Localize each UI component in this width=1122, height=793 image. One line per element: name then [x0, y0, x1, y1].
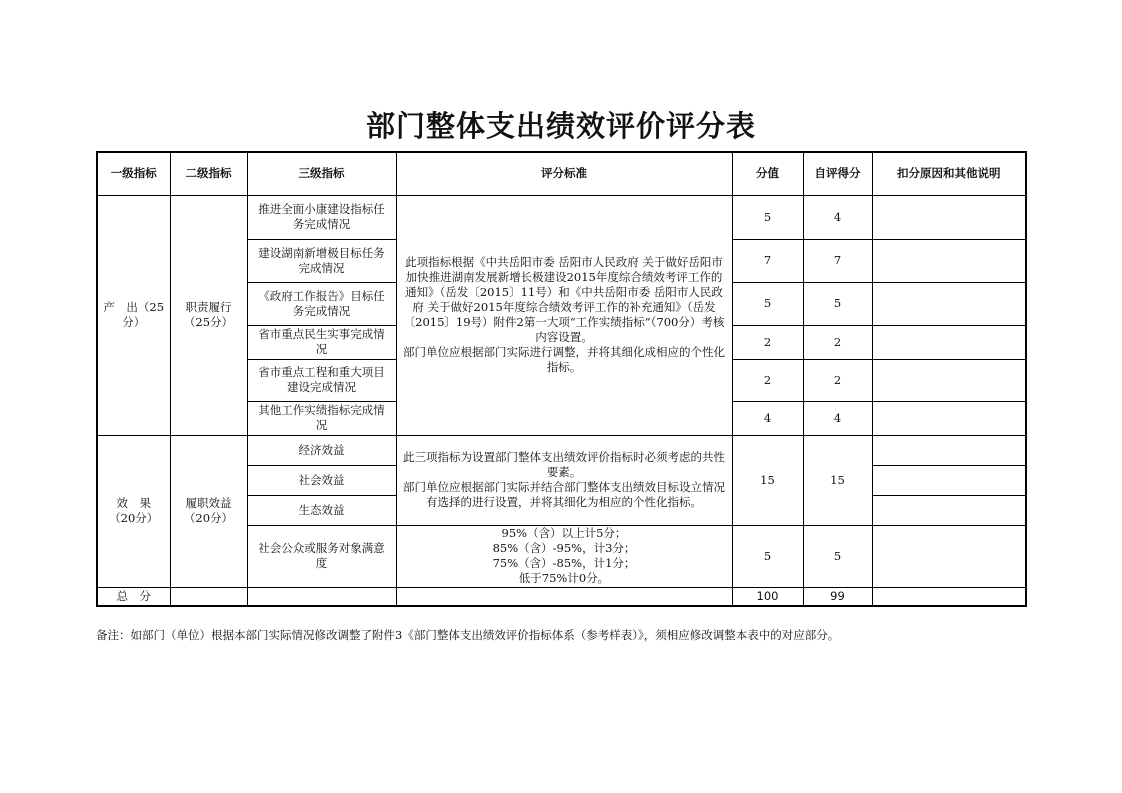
- total-label: 总 分: [97, 587, 170, 606]
- footnote: 备注：如部门（单位）根据本部门实际情况修改调整了附件3《部门整体支出绩效评价指标体系（参考样表）》，须相应修改调整本表中的对应部分。: [96, 628, 840, 642]
- score-cell: 5: [732, 195, 803, 239]
- remarks-cell: [872, 435, 1026, 465]
- score-cell: 2: [732, 325, 803, 359]
- self-score-cell: 2: [803, 359, 872, 401]
- header-level3: 三级指标: [247, 152, 396, 195]
- effect-standard-cell: 此三项指标为设置部门整体支出绩效评价指标时必须考虑的共性要素。 部门单位应根据部门实际并结合部门整体支出绩效目标设立情况有选择的进行设置，并将其细化为相应的个性化指标。: [396, 435, 732, 525]
- self-score-cell: 7: [803, 239, 872, 282]
- self-score-cell: 5: [803, 525, 872, 587]
- level3-cell: 《政府工作报告》目标任 务完成情况: [247, 282, 396, 325]
- satisfaction-standard-cell: 95%（含）以上计5分； 85%（含）-95%，计3分； 75%（含）-85%，计1分； 低于75%计0分。: [396, 525, 732, 587]
- page-title: 部门整体支出绩效评价评分表: [365, 109, 756, 143]
- remarks-cell: [872, 195, 1026, 239]
- header-remarks: 扣分原因和其他说明: [872, 152, 1026, 195]
- self-score-cell: 4: [803, 401, 872, 435]
- header-level2: 二级指标: [170, 152, 247, 195]
- header-self-score: 自评得分: [803, 152, 872, 195]
- remarks-cell: [872, 401, 1026, 435]
- self-score-cell: 15: [803, 435, 872, 525]
- total-row: [97, 587, 1026, 606]
- empty-cell: [396, 587, 732, 606]
- level3-cell: 推进全面小康建设指标任 务完成情况: [247, 195, 396, 239]
- header-standard: 评分标准: [396, 152, 732, 195]
- empty-cell: [872, 587, 1026, 606]
- level3-cell: 社会效益: [247, 465, 396, 495]
- empty-cell: [170, 587, 247, 606]
- level3-cell: 建设湖南新增极目标任务 完成情况: [247, 239, 396, 282]
- output-standard-cell: 此项指标根据《中共岳阳市委 岳阳市人民政府 关于做好岳阳市加快推进湖南发展新增长极建设2015年度综合绩效考评工作的通知》（岳发〔2015〕11号）和《中共岳阳市委 岳阳市人民政府 关于做好2015年度综合绩效考评工作的补充通知》（岳发〔2015〕19号）附件2第一大项“工作实绩指标”（700分）考核内容设置。 部门单位应根据部门实际进行调整，并将其细化成相应的个性化指标。: [396, 195, 732, 435]
- self-score-cell: 2: [803, 325, 872, 359]
- level3-cell: 经济效益: [247, 435, 396, 465]
- remarks-cell: [872, 525, 1026, 587]
- score-cell: 5: [732, 282, 803, 325]
- effect-level2-cell: 履职效益 （20分）: [170, 435, 247, 587]
- table-row: [97, 195, 1026, 239]
- level3-cell: 生态效益: [247, 495, 396, 525]
- header-score: 分值: [732, 152, 803, 195]
- remarks-cell: [872, 325, 1026, 359]
- output-level1-cell: 产 出（25 分）: [97, 195, 170, 435]
- self-score-cell: 5: [803, 282, 872, 325]
- empty-cell: [247, 587, 396, 606]
- score-cell: 2: [732, 359, 803, 401]
- output-level2-cell: 职责履行 （25分）: [170, 195, 247, 435]
- header-row: [97, 152, 1026, 195]
- level3-cell: 其他工作实绩指标完成情 况: [247, 401, 396, 435]
- evaluation-table: [96, 151, 1027, 607]
- remarks-cell: [872, 465, 1026, 495]
- remarks-cell: [872, 495, 1026, 525]
- total-score: 100: [732, 587, 803, 606]
- remarks-cell: [872, 239, 1026, 282]
- table-row: [97, 435, 1026, 465]
- effect-level1-cell: 效 果 （20分）: [97, 435, 170, 587]
- remarks-cell: [872, 282, 1026, 325]
- self-score-cell: 4: [803, 195, 872, 239]
- score-cell: 15: [732, 435, 803, 525]
- header-level1: 一级指标: [97, 152, 170, 195]
- level3-cell: 省市重点民生实事完成情 况: [247, 325, 396, 359]
- remarks-cell: [872, 359, 1026, 401]
- total-self-score: 99: [803, 587, 872, 606]
- score-cell: 7: [732, 239, 803, 282]
- score-cell: 4: [732, 401, 803, 435]
- score-cell: 5: [732, 525, 803, 587]
- level3-cell: 省市重点工程和重大项目 建设完成情况: [247, 359, 396, 401]
- level3-cell: 社会公众或服务对象满意 度: [247, 525, 396, 587]
